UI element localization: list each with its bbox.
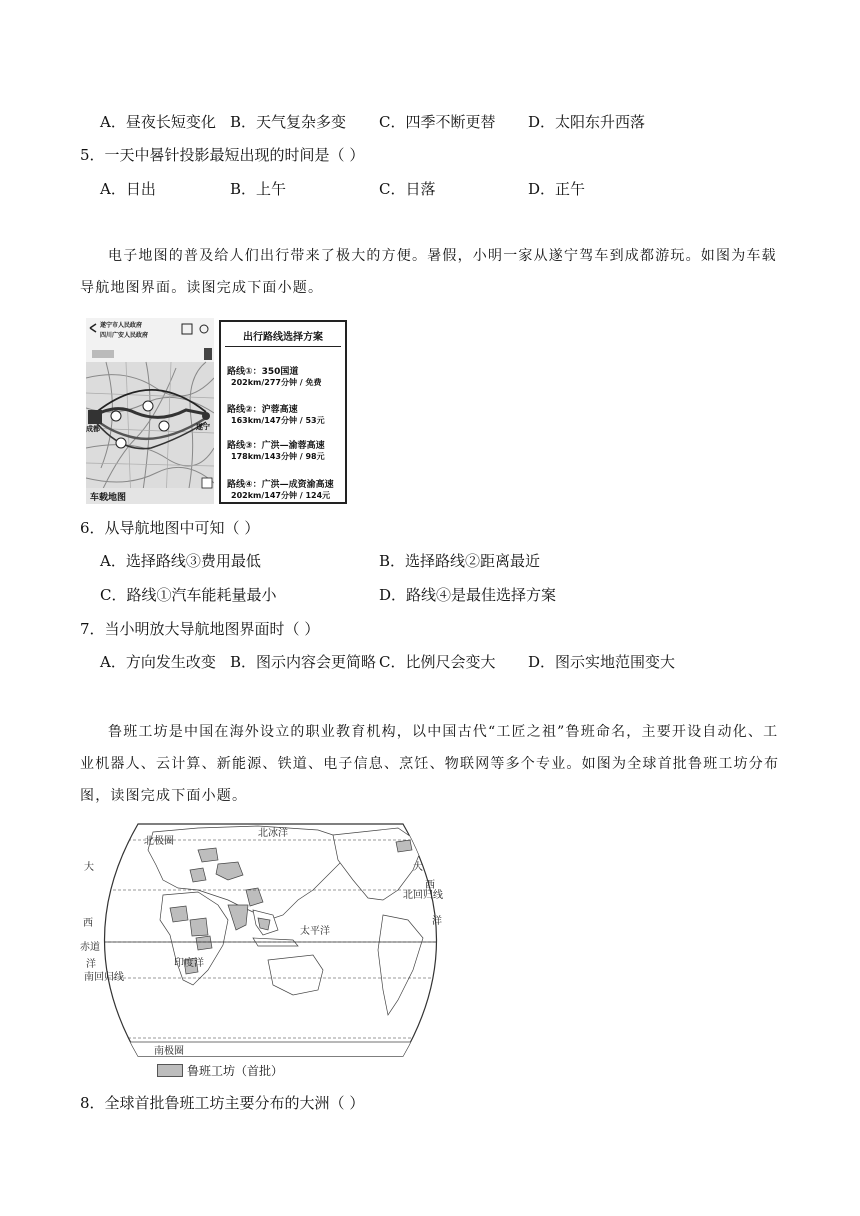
label-tropic-cancer: 北回归线 — [403, 890, 443, 901]
passage2-line2: 业机器人、云计算、新能源、铁道、电子信息、烹饪、物联网等多个专业。如图为全球首批鲁班工坊分布 — [80, 756, 780, 772]
q4-option-a: A．昼夜长短变化 — [100, 113, 216, 131]
label-xi-right: 西 — [425, 880, 435, 891]
world-map-figure — [78, 820, 463, 1060]
q7-option-a: A．方向发生改变 — [100, 653, 216, 671]
q5-option-a: A．日出 — [100, 180, 156, 198]
q5-option-c: C．日落 — [379, 180, 436, 198]
q5-option-d: D．正午 — [528, 180, 586, 198]
route-3-name: 路线③：广洪—渝蓉高速 — [227, 441, 325, 451]
q4-option-b: B．天气复杂多变 — [230, 113, 347, 131]
q7-stem: 7．当小明放大导航地图界面时（ ） — [80, 620, 320, 638]
passage2-line3: 图，读图完成下面小题。 — [80, 788, 248, 804]
passage1-line1: 电子地图的普及给人们出行带来了极大的方便。暑假，小明一家从遂宁驾车到成都游玩。如图为车载 — [108, 248, 777, 264]
q7-option-c: C．比例尺会变大 — [379, 653, 496, 671]
q6-option-d: D．路线④是最佳选择方案 — [379, 586, 557, 604]
route-4-detail: 202km/147分钟 / 124元 — [231, 491, 331, 500]
label-tropic-capricorn: 南回归线 — [84, 972, 124, 983]
q6-option-a: A．选择路线③费用最低 — [100, 552, 261, 570]
label-yang-right: 洋 — [432, 916, 442, 927]
route-1-detail: 202km/277分钟 / 免费 — [231, 378, 322, 387]
label-da-left: 大 — [84, 862, 94, 873]
navigation-map-image — [86, 318, 214, 504]
route-options-panel — [219, 320, 347, 504]
q7-option-b: B．图示内容会更简略 — [230, 653, 377, 671]
world-map-drawing — [78, 820, 463, 1060]
navigation-map-drawing — [86, 318, 214, 504]
q5-stem: 5．一天中晷针投影最短出现的时间是（ ） — [80, 146, 365, 164]
route-1-name: 路线①：350国道 — [227, 367, 299, 377]
route-2-name: 路线②：沪蓉高速 — [227, 405, 298, 415]
q4-option-c: C．四季不断更替 — [379, 113, 496, 131]
legend-swatch — [157, 1064, 183, 1077]
q8-stem: 8．全球首批鲁班工坊主要分布的大洲（ ） — [80, 1094, 365, 1112]
label-yang-left: 洋 — [86, 959, 96, 970]
label-xi-left: 西 — [83, 918, 93, 929]
navigation-map-figure — [86, 318, 348, 504]
map-bottom-label: 车载地图 — [90, 493, 127, 503]
label-indian-ocean: 印度洋 — [174, 958, 204, 969]
q5-option-b: B．上午 — [230, 180, 287, 198]
label-south-polar-circle: 南极圈 — [154, 1046, 184, 1057]
legend-label: 鲁班工坊（首批） — [187, 1064, 284, 1078]
label-equator: 赤道 — [80, 942, 100, 953]
route-3-detail: 178km/143分钟 / 98元 — [231, 452, 325, 461]
map-top-text-1: 遂宁市人民政府 — [100, 322, 143, 329]
label-arctic-ocean: 北冰洋 — [258, 828, 288, 839]
label-pacific: 太平洋 — [300, 926, 330, 937]
route-panel-title: 出行路线选择方案 — [243, 332, 323, 343]
passage2-line1: 鲁班工坊是中国在海外设立的职业教育机构，以中国古代“工匠之祖”鲁班命名，主要开设自动化、工 — [108, 724, 779, 740]
q6-option-b: B．选择路线②距离最近 — [379, 552, 541, 570]
q6-option-c: C．路线①汽车能耗量最小 — [100, 586, 277, 604]
map-city-right: 遂宁 — [196, 423, 210, 431]
passage1-line2: 导航地图界面。读图完成下面小题。 — [80, 280, 324, 296]
q6-stem: 6．从导航地图中可知（ ） — [80, 519, 260, 537]
map-top-text-2: 四川广安人民政府 — [100, 332, 149, 339]
route-panel-divider — [225, 346, 341, 347]
label-da-right: 大 — [413, 862, 423, 873]
q4-option-d: D．太阳东升西落 — [528, 113, 646, 131]
q7-option-d: D．图示实地范围变大 — [528, 653, 676, 671]
map-city-left: 成都 — [86, 425, 100, 433]
label-north-polar-circle: 北极圈 — [144, 836, 174, 847]
route-2-detail: 163km/147分钟 / 53元 — [231, 416, 325, 425]
route-4-name: 路线④：广洪—成资渝高速 — [227, 480, 334, 490]
